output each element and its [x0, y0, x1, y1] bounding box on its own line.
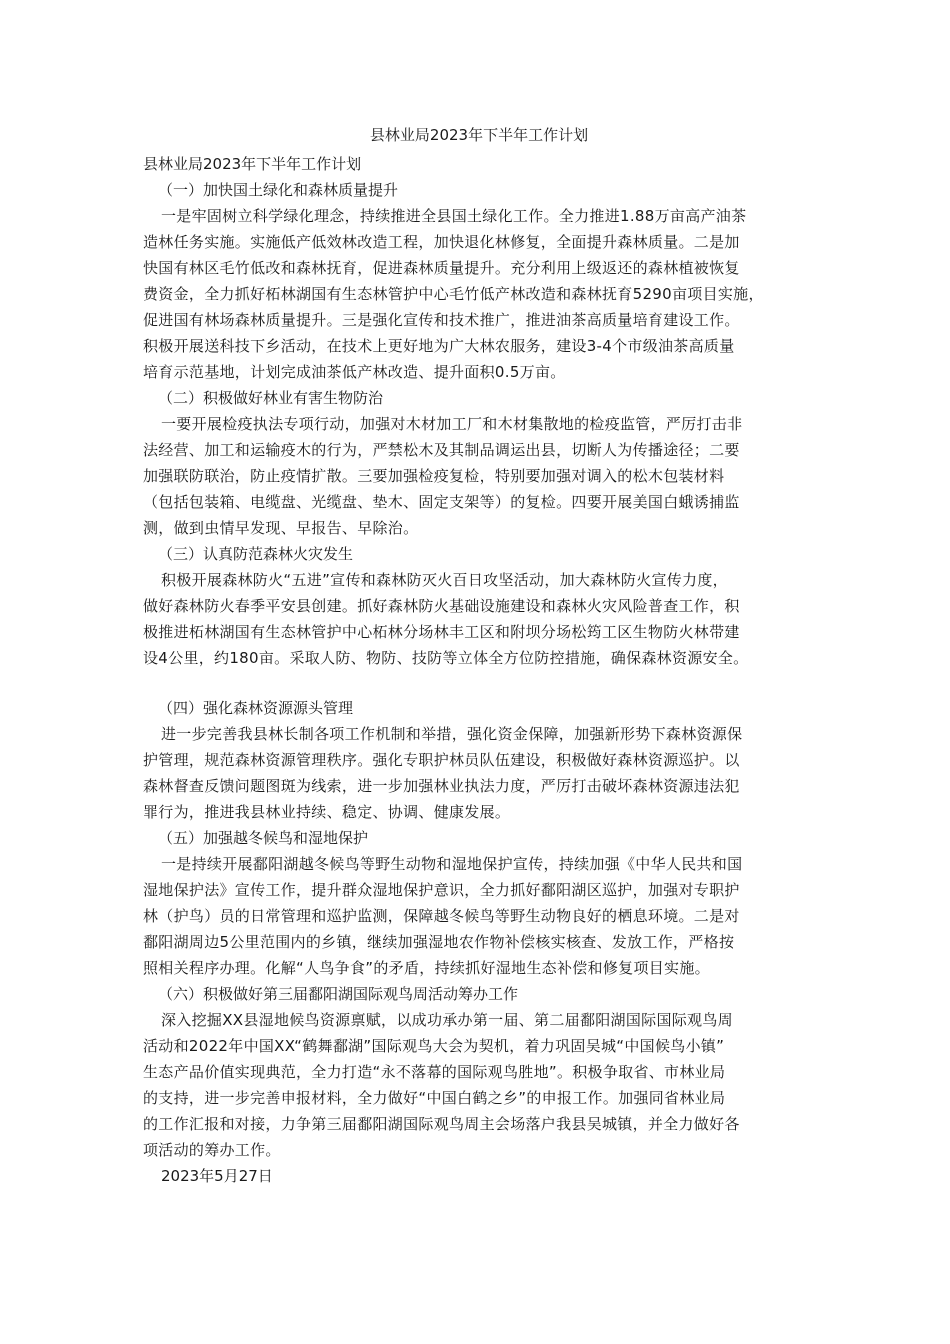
paragraph-line: 深入挖掘XX县湿地候鸟资源禀赋，以成功承办第一届、第二届鄱阳湖国际国际观鸟周: [161, 1011, 733, 1029]
paragraph-line: 快国有林区毛竹低改和森林抚育，促进森林质量提升。充分利用上级返还的森林植被恢复: [143, 259, 740, 277]
section-paragraph: [143, 567, 815, 671]
section-heading: （六）积极做好第三届鄱阳湖国际观鸟周活动筹办工作: [158, 985, 519, 1003]
document-date: 2023年5月27日: [161, 1167, 273, 1185]
paragraph-line: 生态产品价值实现典范，全力打造“永不落幕的国际观鸟胜地”。积极争取省、市林业局: [143, 1063, 726, 1081]
paragraph-line: 极推进柘林湖国有生态林管护中心柘林分场林丰工区和附坝分场松筠工区生物防火林带建: [143, 623, 740, 641]
paragraph-line: 森林督查反馈问题图斑为线索，进一步加强林业执法力度，严厉打击破坏森林资源违法犯: [143, 777, 740, 795]
paragraph-line: 的工作汇报和对接，力争第三届鄱阳湖国际观鸟周主会场落户我县吴城镇，并全力做好各: [143, 1115, 740, 1133]
document-page: [143, 120, 815, 1189]
paragraph-line: 法经营、加工和运输疫木的行为，严禁松木及其制品调运出县，切断人为传播途径；二要: [143, 441, 740, 459]
paragraph-line: 照相关程序办理。化解“人鸟争食”的矛盾，持续抓好湿地生态补偿和修复项目实施。: [143, 959, 710, 977]
paragraph-line: 鄱阳湖周边5公里范围内的乡镇，继续加强湿地农作物补偿核实核查、发放工作，严格按: [143, 933, 735, 951]
paragraph-line: 做好森林防火春季平安县创建。抓好森林防火基础设施建设和森林火灾风险普查工作，积: [143, 597, 740, 615]
paragraph-line: 林（护鸟）员的日常管理和巡护监测，保障越冬候鸟等野生动物良好的栖息环境。二是对: [143, 907, 740, 925]
section-heading: （三）认真防范森林火灾发生: [158, 545, 354, 563]
section-paragraph: [143, 721, 815, 825]
paragraph-line: 一是牢固树立科学绿化理念，持续推进全县国土绿化工作。全力推进1.88万亩高产油茶: [161, 207, 747, 225]
paragraph-line: 罪行为，推进我县林业持续、稳定、协调、健康发展。: [143, 803, 511, 821]
paragraph-line: 活动和2022年中国XX“鹤舞鄱湖”国际观鸟大会为契机，着力巩固吴城“中国候鸟小镇”: [143, 1037, 725, 1055]
paragraph-line: 积极开展森林防火“五进”宣传和森林防灭火百日攻坚活动，加大森林防火宣传力度，: [161, 571, 728, 589]
paragraph-line: 的支持，进一步完善申报材料，全力做好“中国白鹤之乡”的申报工作。加强同省林业局: [143, 1089, 726, 1107]
paragraph-line: 进一步完善我县林长制各项工作机制和举措，强化资金保障，加强新形势下森林资源保: [161, 725, 743, 743]
section-paragraph: [143, 1007, 815, 1163]
section-heading: （一）加快国土绿化和森林质量提升: [158, 181, 399, 199]
paragraph-line: 造林任务实施。实施低产低效林改造工程，加快退化林修复，全面提升森林质量。二是加: [143, 233, 740, 251]
section-heading: （四）强化森林资源源头管理: [158, 699, 354, 717]
section-heading: （二）积极做好林业有害生物防治: [158, 389, 384, 407]
paragraph-line: 测，做到虫情早发现、早报告、早除治。: [143, 519, 419, 537]
paragraph-line: 培育示范基地，计划完成油茶低产林改造、提升面积0.5万亩。: [143, 363, 566, 381]
paragraph-line: 积极开展送科技下乡活动，在技术上更好地为广大林农服务，建设3-4个市级油茶高质量: [143, 337, 735, 355]
paragraph-line: 加强联防联治，防止疫情扩散。三要加强检疫复检，特别要加强对调入的松木包装材料: [143, 467, 725, 485]
paragraph-line: （包括包装箱、电缆盘、光缆盘、垫木、固定支架等）的复检。四要开展美国白蛾诱捕监: [143, 493, 740, 511]
paragraph-line: 一要开展检疫执法专项行动，加强对木材加工厂和木材集散地的检疫监管，严厉打击非: [161, 415, 743, 433]
section-paragraph: [143, 411, 815, 541]
paragraph-line: 促进国有林场森林质量提升。三是强化宣传和技术推广，推进油茶高质量培育建设工作。: [143, 311, 740, 329]
paragraph-line: 护管理，规范森林资源管理秩序。强化专职护林员队伍建设，积极做好森林资源巡护。以: [143, 751, 740, 769]
blank-line: [143, 671, 815, 695]
paragraph-line: 费资金，全力抓好柘林湖国有生态林管护中心毛竹低产林改造和森林抚育5290亩项目实施，: [143, 285, 764, 303]
document-title: 县林业局2023年下半年工作计划: [369, 126, 589, 144]
document-subtitle: 县林业局2023年下半年工作计划: [143, 155, 362, 173]
paragraph-line: 设4公里，约180亩。采取人防、物防、技防等立体全方位防控措施，确保森林资源安全。: [143, 649, 749, 667]
section-heading: （五）加强越冬候鸟和湿地保护: [158, 829, 369, 847]
paragraph-line: 项活动的筹办工作。: [143, 1141, 281, 1159]
section-paragraph: [143, 203, 815, 385]
section-paragraph: [143, 851, 815, 981]
paragraph-line: 一是持续开展鄱阳湖越冬候鸟等野生动物和湿地保护宣传，持续加强《中华人民共和国: [161, 855, 743, 873]
paragraph-line: 湿地保护法》宣传工作，提升群众湿地保护意识，全力抓好鄱阳湖区巡护，加强对专职护: [143, 881, 740, 899]
